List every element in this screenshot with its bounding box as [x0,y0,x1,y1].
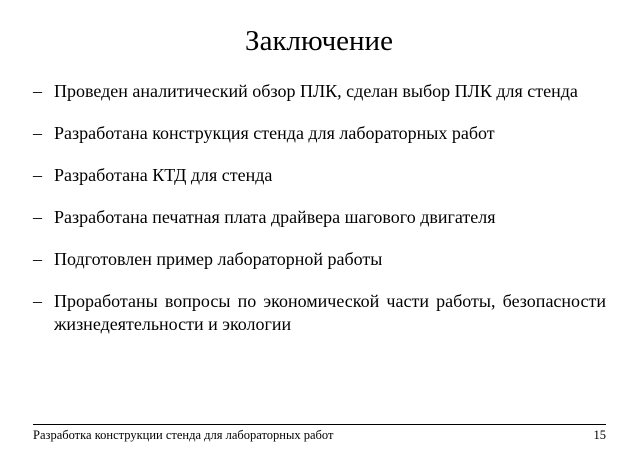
list-item [33,290,606,336]
list-item-text: Разработана КТД для стенда [54,165,273,185]
conclusion-list [33,80,606,355]
list-item-text: Разработана конструкция стенда для лабораторных работ [54,123,495,143]
bullet-dash: – [33,207,42,227]
bullet-dash: – [33,165,42,185]
list-item [33,206,606,229]
footer-text: Разработка конструкции стенда для лабораторных работ [33,428,334,442]
bullet-dash: – [33,123,42,143]
footer-divider [33,424,606,425]
list-item [33,122,606,145]
list-item-text: Разработана печатная плата драйвера шагового двигателя [54,207,496,227]
bullet-dash: – [33,81,42,101]
list-item [33,248,606,271]
list-item-text: Проработаны вопросы по экономической части работы, безопасности жизнедеятельности и экологии [54,291,606,334]
bullet-dash: – [33,249,42,269]
bullet-dash: – [33,291,42,311]
list-item-text: Проведен аналитический обзор ПЛК, сделан выбор ПЛК для стенда [54,81,578,101]
page-number: 15 [593,428,606,442]
slide-title: Заключение [245,25,393,57]
list-item [33,164,606,187]
list-item [33,80,606,103]
list-item-text: Подготовлен пример лабораторной работы [54,249,383,269]
